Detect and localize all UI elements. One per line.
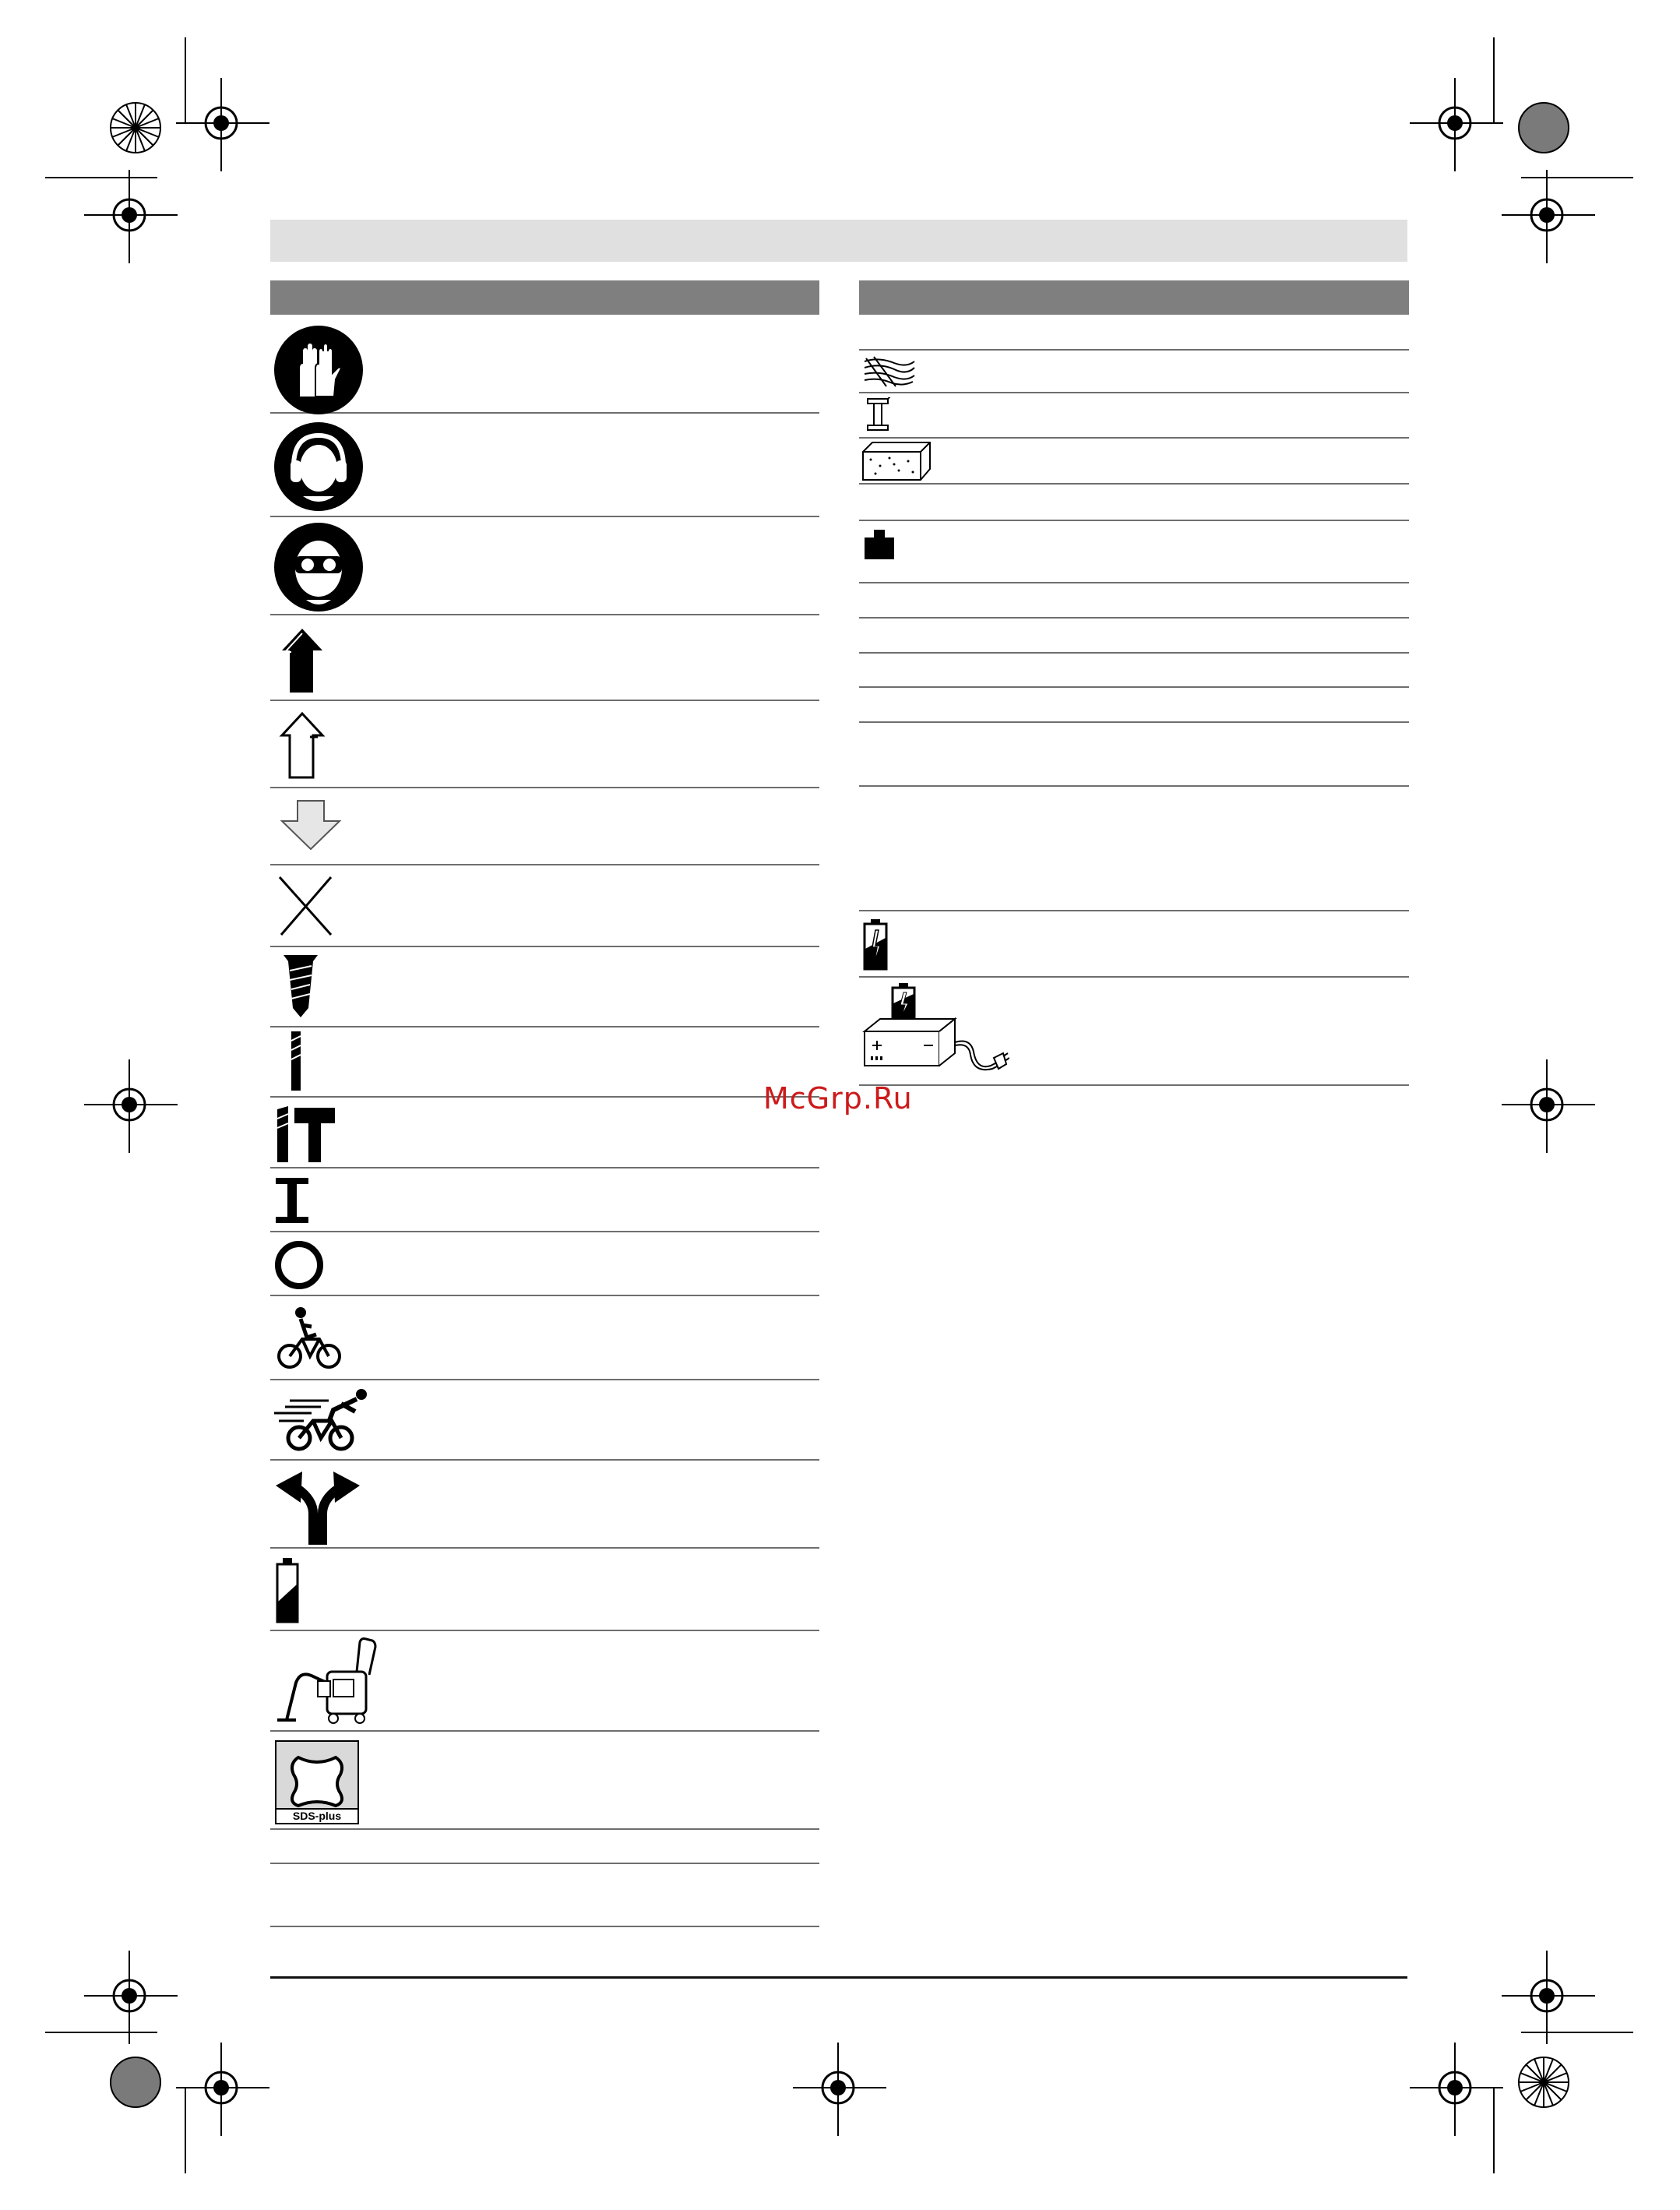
concrete-block-icon [861,441,932,481]
sds-plus-icon [275,1740,359,1824]
crosshair-mark-icon [1410,2043,1503,2136]
bicycle-slow-icon [276,1305,343,1372]
sds-plus-label: SDS-plus [292,1810,342,1822]
cross-icon [276,874,336,938]
crosshair-mark-icon [1502,1951,1595,2044]
watermark-text: McGrp.Ru [763,1081,913,1116]
crosshair-mark-icon [176,2043,269,2136]
gray-disc-mark-icon [1516,100,1572,156]
crosshair-mark-icon [1410,78,1503,171]
right-column-header [859,280,1409,315]
eye-protection-icon [273,522,364,612]
vacuum-cleaner-icon [273,1636,382,1726]
metal-beam-icon [865,397,891,432]
arrow-down-gray-icon [279,799,343,851]
crosshair-mark-icon [793,2043,886,2136]
bicycle-fast-icon [274,1387,371,1454]
arrow-up-outline-icon [279,712,326,779]
wood-icon [863,354,916,388]
header-band [270,220,1407,262]
battery-low-icon [276,1556,299,1623]
battery-charger-icon [861,980,1009,1081]
crosshair-mark-icon [84,1951,178,2044]
gray-disc-mark-icon [107,2054,164,2110]
crosshair-mark-icon [84,1059,178,1153]
battery-charge-icon [863,918,888,971]
screw-icon [282,953,319,1019]
left-column-header [270,280,819,315]
footer-rule [270,1976,1407,1979]
sunburst-mark-icon [1516,2054,1572,2110]
crosshair-mark-icon [1502,1059,1595,1153]
arrow-up-filled-icon [279,627,326,694]
crosshair-mark-icon [84,170,178,263]
fork-arrow-icon [274,1468,361,1546]
crosshair-mark-icon [176,78,269,171]
sunburst-mark-icon [107,100,164,156]
circle-off-icon [274,1240,324,1290]
crosshair-mark-icon [1502,170,1595,263]
chisel-i-icon [274,1176,310,1225]
drill-bit-icon [287,1030,305,1092]
protective-gloves-icon [273,325,364,415]
weight-icon [863,528,896,561]
ear-protection-icon [273,421,364,512]
drill-hammer-icon [274,1105,336,1164]
